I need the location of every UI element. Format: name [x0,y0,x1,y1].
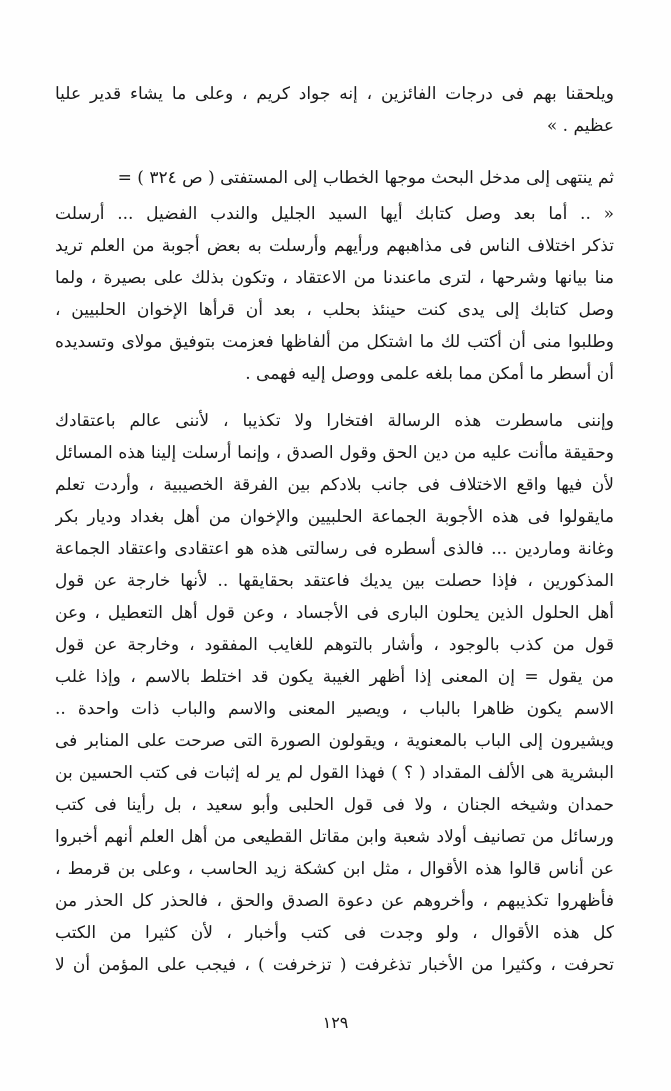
page-number: ١٢٩ [322,1013,349,1032]
text-line: كل هذه الأقوال ، ولو وجدت فى كتب وأخبار ، لأن كثيرا من الكتب [55,923,614,943]
paragraph-introduction [55,162,614,194]
text-line: « .. أما بعد وصل كتابك أيها السيد الجليل والندب الفضيل ... أرسلت [55,204,614,224]
text-line: الاسم يكون ظاهرا بالباب ، ويصير المعنى والاسم والباب ذات واحدة .. [55,699,614,719]
text-line: حمدان وشيخه الجنان ، ولا فى قول الحلبى وأبو سعيد ، بل رأينا فى كتب [55,795,614,815]
text-line: أهل الحلول الذين يحلون البارى فى الأجساد ، وعن قول أهل التعطيل ، وعن [55,603,614,623]
text-line: تذكر اختلاف الناس فى مذاهبهم ورأيهم وأرسلت به بعض أجوبة من العلم تريد [55,236,614,256]
text-line: لأن فيها واقع الاختلاف فى جانب بلادكم بين الفرقة الخصيبية ، وأردت تعلم [55,475,614,495]
text-line: عن أناس قالوا هذه الأقوال ، مثل ابن كشكة زيد الحاسب ، وعلى بن قرمط ، [55,859,614,879]
paragraph-letter-body [55,405,614,981]
text-line: وصل كتابك إلى يدى كنت حينئذ بحلب ، بعد أن قرأها الإخوان الحلبيين ، [55,300,614,320]
text-line: وإننى ماسطرت هذه الرسالة افتخارا ولا تكذيبا ، لأننى عالم باعتقادك [55,411,614,431]
text-line: ورسائل من تصانيف أولاد شعبة وابن مقاتل القطيعى من أهل العلم أنهم أخبروا [55,827,614,847]
text-line: ويلحقنا بهم فى درجات الفائزين ، إنه جواد كريم ، وعلى ما يشاء قدير عليا [55,84,614,104]
text-line: منا بيانها وشرحها ، لترى ماعندنا من الاعتقاد ، وتكون بذلك على بصيرة ، ولما [55,268,614,288]
text-line: المذكورين ، فإذا حصلت بين يديك فاعتقد بحقايقها .. لأنها خارجة عن قول [55,571,614,591]
text-line: البشرية هى الألف المقداد ( ؟ ) فهذا القول لم ير له إثبات فى كتب الحسين بن [55,763,614,783]
text-line: عظيم . » [546,116,614,136]
text-line: تحرفت ، وكثيرا من الأخبار تذغرفت ( تزخرفت ) ، فيجب على المؤمن أن لا [55,955,614,975]
text-line: مايقولوا فى هذه الأجوبة الجماعة الحلبيين والإخوان من أهل بغداد وديار بكر [55,507,614,527]
text-line: فأظهروا تكذيبهم ، وأخروهم عن دعوة الصدق والحق ، فالحذر كل الحذر من [55,891,614,911]
text-line: أن أسطر ما أمكن مما بلغه علمى ووصل إليه فهمى . [245,364,614,384]
text-line: قول من كذب بالوجود ، وأشار بالتوهم للغايب المفقود ، وخارجة عن قول [55,635,614,655]
paragraph-letter-opening [55,198,614,390]
paragraph-closing-prayer [55,78,614,142]
text-line: وغانة وماردين ... فالذى أسطره فى رسالتى هذه هو اعتقادى واعتقاد الجماعة [55,539,614,559]
text-line: وطلبوا منى أن أكتب لك ما اشتكل من ألفاظها فعزمت بتوفيق مولاى وتسديده [55,332,614,352]
text-line: ثم ينتهى إلى مدخل البحث موجها الخطاب إلى المستفتى ( ص ٣٢٤ ) = [117,168,614,188]
text-line: من يقول = إن المعنى إذا أظهر الغيبة يكون قد اختلط بالاسم ، وإذا غلب [55,667,614,687]
text-line: ويشيرون إلى الباب بالمعنوية ، ويقولون الصورة التى صرحت على المنابر فى [55,731,614,751]
text-line: وحقيقة ماأنت عليه من دين الحق وقول الصدق ، وإنما أرسلت إلينا هذه المسائل [55,443,614,463]
